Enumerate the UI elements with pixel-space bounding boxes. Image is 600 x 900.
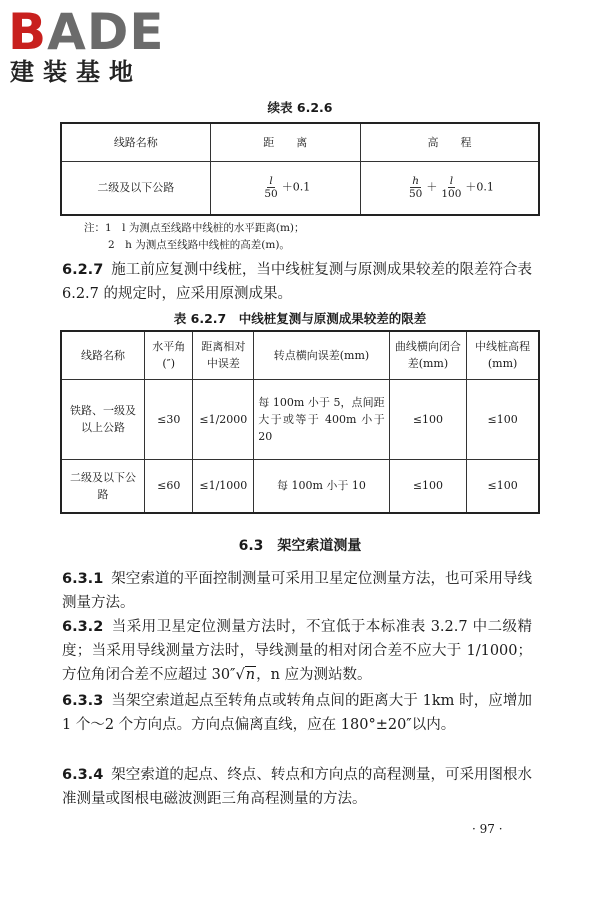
table2-cell: ≤30 [145,379,193,459]
logo-subtitle: 建装基地 [10,58,142,86]
table2 [60,330,540,514]
clause-6-3-1: 6.3.1 架空索道的平面控制测量可采用卫星定位测量方法，也可采用导线测量方法。 [62,571,532,611]
fraction: $\frac{l}{100}$ [441,175,462,201]
table2-caption: 表 6.2.7 中线桩复测与原测成果较差的限差 [173,311,427,326]
table-row [61,379,539,459]
page-number: · 97 · [472,822,503,836]
table2-header-cell: 转点横向误差(mm) [254,331,389,379]
table2-header-cell: 距离相对中误差 [193,331,254,379]
clause-6-2-7: 6.2.7 施工前应复测中线桩，当中线桩复测与原测成果较差的限差符合表 6.2.7 的规定时，应采用原测成果。 [62,262,532,302]
table2-header-cell: 线路名称 [61,331,145,379]
clause-6-3-3: 6.3.3 当架空索道起点至转角点或转角点间的距离大于 1km 时，应增加 1 个～2 个方向点。方向点偏离直线，应在 180°±20″以内。 [62,693,532,733]
clause-6-3-2: 6.3.2 当采用卫星定位测量方法时，不宜低于本标准表 3.2.7 中二级精度；当采用导线测量方法时，导线测量的相对闭合差不应大于 1/1000；方位角闭合差不应超过 30″√n，n 应为测站数。 [62,619,532,683]
table1-header-cell: 高 程 [360,123,539,161]
table1-header-cell: 线路名称 [61,123,210,161]
clause-6-3-4: 6.3.4 架空索道的起点、终点、转点和方向点的高程测量，可采用图根水准测量或图根电磁波测距三角高程测量的方法。 [62,767,532,807]
section-heading-6-3: 6.3 架空索道测量 [238,538,362,554]
table1-note-1: 注：1 l 为测点至线路中线桩的水平距离(m)； [84,222,305,234]
fraction: $\frac{l}{50}$ [264,175,278,201]
brand-logo [8,3,178,86]
sqrt-n: n [245,667,256,683]
table1 [60,122,540,216]
table1-note-2: 2 h 为测点至线路中线桩的高差(m)。 [108,239,290,251]
table1-caption: 续表 6.2.6 [267,100,333,115]
table2-cell: ≤60 [145,459,193,513]
table2-cell: ≤100 [389,379,467,459]
table-row [61,459,539,513]
table2-cell: 每 100m 小于 5，点间距大于或等于 400m 小于 20 [254,379,389,459]
table2-cell: ≤100 [389,459,467,513]
table2-cell: 二级及以下公路 [61,459,145,513]
fraction: $\frac{h}{50}$ [409,175,423,201]
table2-cell: ≤1/2000 [193,379,254,459]
table1-height-formula: $\frac{h}{50}$ ＋ $\frac{l}{100}$ ＋0.1 [360,161,539,215]
table2-cell: ≤100 [467,379,539,459]
table1-header-cell: 距 离 [210,123,360,161]
table1-row-label: 二级及以下公路 [61,161,210,215]
table1-distance-formula: $\frac{l}{50}$ ＋0.1 [210,161,360,215]
table2-cell: 铁路、一级及以上公路 [61,379,145,459]
table2-cell: ≤1/1000 [193,459,254,513]
logo-wordmark: BADE [8,3,165,61]
table2-header-cell: 曲线横向闭合差(mm) [389,331,467,379]
table2-header-cell: 中线桩高程(mm) [467,331,539,379]
table2-header-cell: 水平角(″) [145,331,193,379]
table2-cell: 每 100m 小于 10 [254,459,389,513]
table2-cell: ≤100 [467,459,539,513]
